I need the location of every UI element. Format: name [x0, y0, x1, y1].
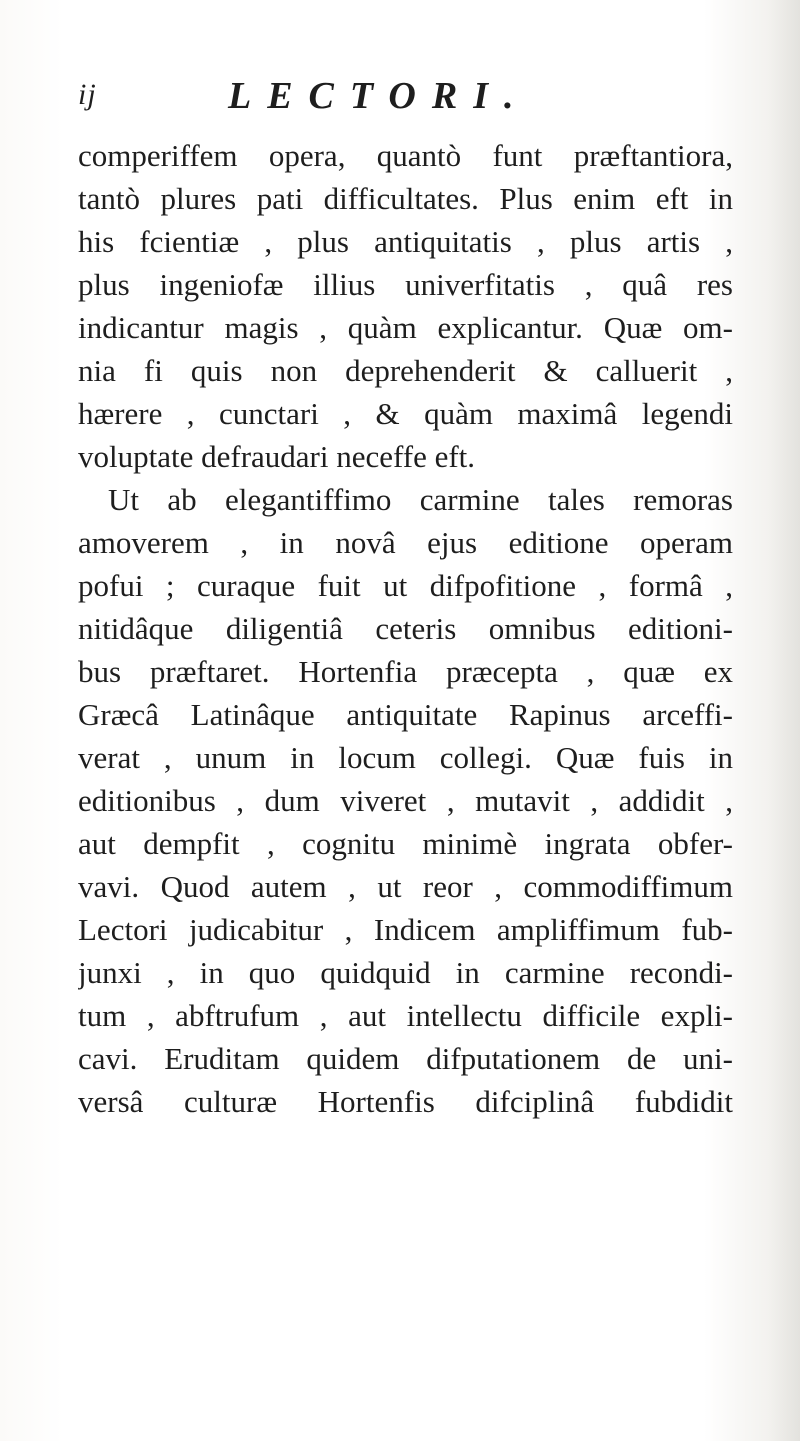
text-line: amoverem , in novâ ejus editione operam: [78, 525, 733, 560]
body-text: [78, 134, 733, 1123]
page-header: [78, 74, 738, 126]
text-line: hærere , cunctari , & quàm maximâ legendi: [78, 396, 733, 431]
text-line: voluptate defraudari neceffe eft.: [78, 439, 476, 474]
text-line: nia fi quis non deprehenderit & calluerit ,: [78, 353, 733, 388]
text-line: plus ingeniofæ illius univerfitatis , quâ res: [78, 267, 733, 302]
text-line: tantò plures pati difficultates. Plus enim eft in: [78, 181, 733, 216]
text-line: versâ culturæ Hortenfis difciplinâ fubdidit: [78, 1084, 733, 1119]
text-line: cavi. Eruditam quidem difputationem de uni-: [78, 1041, 733, 1076]
text-line: Lectori judicabitur , Indicem ampliffimum fub-: [78, 912, 733, 947]
text-line: bus præftaret. Hortenfia præcepta , quæ ex: [78, 654, 733, 689]
running-title: LECTORI.: [228, 75, 530, 117]
text-line: comperiffem opera, quantò funt præftantiora,: [78, 138, 733, 173]
page-number: ij: [78, 78, 97, 111]
text-line: aut dempfit , cognitu minimè ingrata obfer-: [78, 826, 733, 861]
text-line: pofui ; curaque fuit ut difpofitione , formâ ,: [78, 568, 733, 603]
text-line: junxi , in quo quidquid in carmine recondi-: [78, 955, 733, 990]
text-line: verat , unum in locum collegi. Quæ fuis in: [78, 740, 733, 775]
text-line: Græcâ Latinâque antiquitate Rapinus arceffi-: [78, 697, 733, 732]
text-line: editionibus , dum viveret , mutavit , addidit ,: [78, 783, 733, 818]
text-line: nitidâque diligentiâ ceteris omnibus editioni-: [78, 611, 733, 646]
text-line: indicantur magis , quàm explicantur. Quæ om-: [78, 310, 733, 345]
text-line: tum , abftrufum , aut intellectu difficile expli-: [78, 998, 733, 1033]
text-line: Ut ab elegantiffimo carmine tales remoras: [108, 482, 733, 517]
text-line: vavi. Quod autem , ut reor , commodiffimum: [78, 869, 733, 904]
text-line: his fcientiæ , plus antiquitatis , plus artis ,: [78, 224, 733, 259]
